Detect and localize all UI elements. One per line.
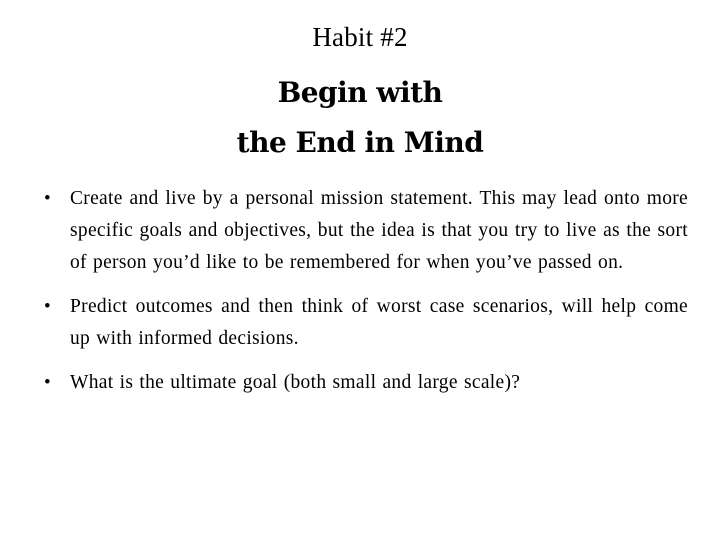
bullet-dot-icon: • <box>44 296 51 317</box>
bullet-text: What is the ultimate goal (both small and large scale)? <box>70 372 521 393</box>
title-line-2: the End in Mind <box>236 126 484 159</box>
slide-title <box>0 68 720 168</box>
bullet-dot-icon: • <box>44 372 51 393</box>
bullet-list <box>40 183 688 411</box>
title-line-1: Begin with <box>277 76 443 109</box>
bullet-text: Create and live by a personal mission statement. This may lead onto more specific goals and objectives, but the idea is that you try to live as the sort of person you’d like to be remembered for when you’ve passed on. <box>70 188 688 273</box>
bullet-item-mission-statement <box>40 183 688 279</box>
bullet-item-predict-outcomes <box>40 291 688 355</box>
bullet-text: Predict outcomes and then think of worst case scenarios, will help come up with informed decisions. <box>70 296 688 349</box>
bullet-dot-icon: • <box>44 188 51 209</box>
bullet-item-ultimate-goal <box>40 367 688 399</box>
habit-number-heading: Habit #2 <box>312 22 408 52</box>
